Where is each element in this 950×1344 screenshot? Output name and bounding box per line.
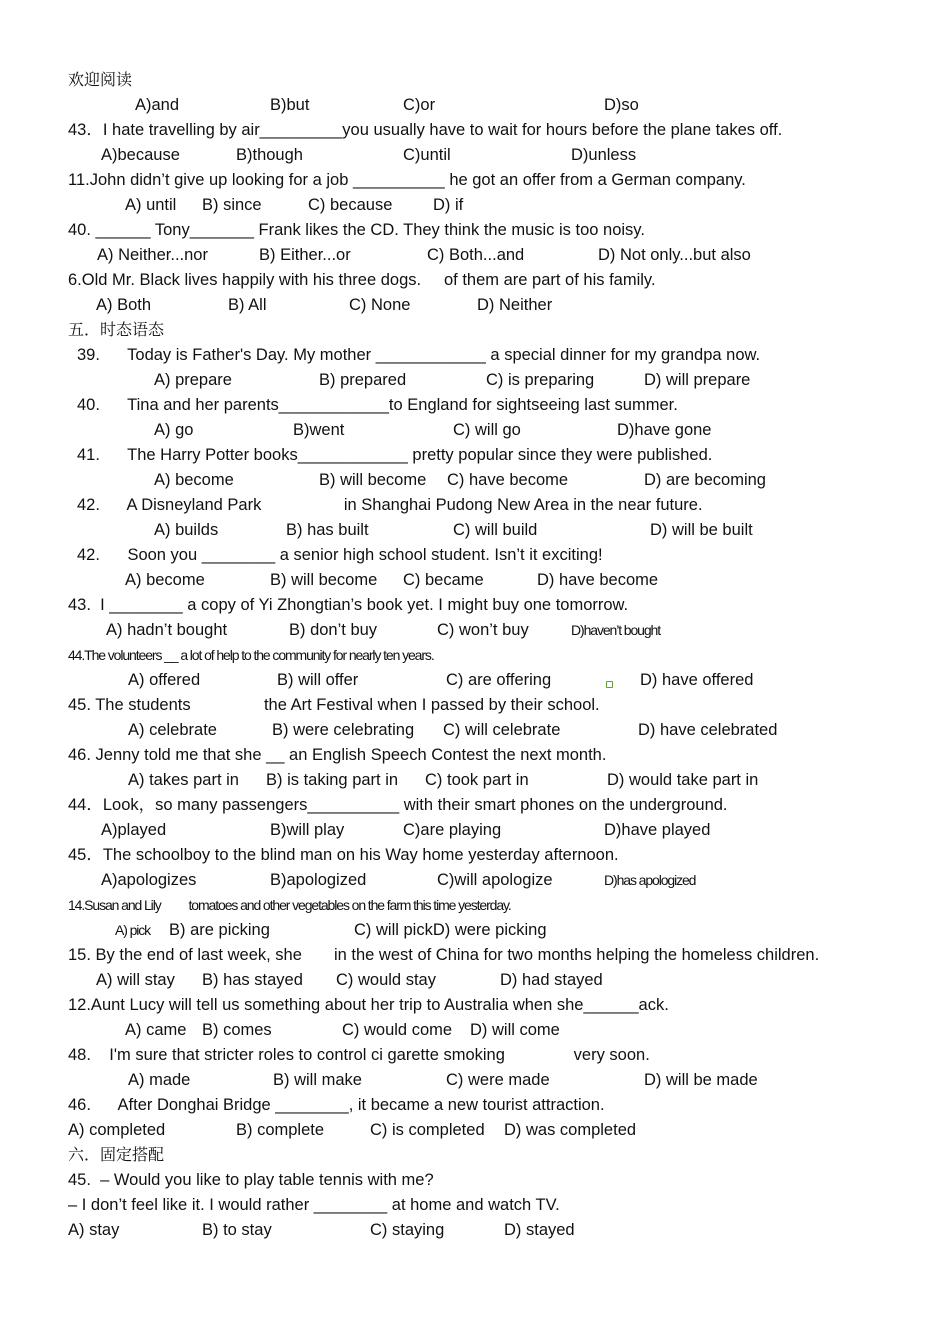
answer-option: B) will offer (277, 671, 359, 689)
answer-option: C) staying (370, 1221, 445, 1239)
answer-option: C)are playing (403, 821, 502, 839)
section-heading: 五．时态语态 (68, 320, 165, 339)
answer-option: D) Not only...but also (598, 246, 751, 264)
answer-option: C) won’t buy (437, 621, 529, 639)
answer-option: B)apologized (270, 871, 367, 889)
answer-option: A) hadn’t bought (106, 621, 228, 639)
question-text: 6.Old Mr. Black lives happily with his three dogs. of them are part of his family. (68, 271, 656, 289)
answer-option: D) are becoming (644, 471, 766, 489)
answer-option: C) would stay (336, 971, 436, 989)
answer-option: A) prepare (154, 371, 232, 389)
answer-option: B) to stay (202, 1221, 272, 1239)
answer-option: A) until (125, 196, 177, 214)
answer-option: D) had stayed (500, 971, 603, 989)
question-text: 14.Susan and Lily tomatoes and other vegetables on the farm this time yesterday. (68, 897, 511, 913)
answer-option: C) Both...and (427, 246, 525, 264)
answer-option: D)so (604, 96, 639, 114)
question-text: 12.Aunt Lucy will tell us something about her trip to Australia when she______ack. (68, 996, 669, 1014)
options-row (0, 869, 950, 891)
options-row (0, 719, 950, 741)
answer-option: D) have become (537, 571, 659, 589)
answer-option: B) complete (236, 1121, 325, 1139)
page-header: 欢迎阅读 (68, 70, 133, 89)
answer-option: A) become (154, 471, 234, 489)
options-row (0, 669, 950, 691)
options-row (0, 1069, 950, 1091)
question-text: – I don’t feel like it. I would rather ________ at home and watch TV. (68, 1196, 560, 1214)
options-row (0, 1019, 950, 1041)
answer-option: B) is taking part in (266, 771, 399, 789)
answer-option: D)has apologized (604, 872, 696, 888)
answer-option: D) would take part in (607, 771, 759, 789)
answer-option: C) became (403, 571, 484, 589)
answer-option: B)will play (270, 821, 345, 839)
answer-option: D) have offered (640, 671, 754, 689)
answer-option: A)apologizes (101, 871, 197, 889)
answer-option: C) will go (453, 421, 521, 439)
options-row (0, 819, 950, 841)
question-text: 45. – Would you like to play table tennis with me? (68, 1171, 434, 1189)
answer-option: A) become (125, 571, 205, 589)
options-row (0, 244, 950, 266)
answer-option: C) is preparing (486, 371, 595, 389)
answer-option: D) will come (470, 1021, 560, 1039)
answer-option: A) will stay (96, 971, 175, 989)
answer-option: B) will become (319, 471, 427, 489)
section-heading: 六．固定搭配 (68, 1145, 165, 1164)
question-text: 40. ______ Tony_______ Frank likes the CD. They think the music is too noisy. (68, 221, 645, 239)
question-text: 15. By the end of last week, she in the west of China for two months helping the homeless children. (68, 946, 820, 964)
answer-option: C) None (349, 296, 411, 314)
answer-option: B) don’t buy (289, 621, 378, 639)
question-text: 43．I hate travelling by air_________you usually have to wait for hours before the plane takes off. (68, 121, 783, 139)
answer-option: B) has stayed (202, 971, 303, 989)
answer-option: C) will pickD) were picking (354, 921, 547, 939)
answer-option: C)or (403, 96, 436, 114)
question-text: 40. Tina and her parents____________to England for sightseeing last summer. (77, 396, 678, 414)
answer-option: C) will build (453, 521, 538, 539)
answer-option: C)until (403, 146, 451, 164)
answer-option: B) comes (202, 1021, 272, 1039)
answer-option: D) was completed (504, 1121, 637, 1139)
answer-option: C) have become (447, 471, 569, 489)
answer-option: D) will be made (644, 1071, 758, 1089)
question-text: 48. I'm sure that stricter roles to control ci garette smoking very soon. (68, 1046, 650, 1064)
answer-option: A) Neither...nor (97, 246, 208, 264)
question-text: 45．The schoolboy to the blind man on his Way home yesterday afternoon. (68, 846, 619, 864)
answer-option: C) would come (342, 1021, 453, 1039)
answer-option: C) are offering (446, 671, 552, 689)
answer-option: B)but (270, 96, 310, 114)
answer-option: D)unless (571, 146, 637, 164)
answer-option: A) completed (68, 1121, 166, 1139)
answer-option: D) will be built (650, 521, 753, 539)
answer-option: B) has built (286, 521, 369, 539)
options-row (0, 144, 950, 166)
answer-option: B) since (202, 196, 262, 214)
answer-option: D)have played (604, 821, 711, 839)
question-text: 42. Soon you ________ a senior high school student. Isn’t it exciting! (77, 546, 603, 564)
answer-option: A) builds (154, 521, 219, 539)
answer-option: A)and (135, 96, 180, 114)
answer-option: B) prepared (319, 371, 407, 389)
answer-option: A) came (125, 1021, 187, 1039)
answer-option: B) were celebrating (272, 721, 415, 739)
options-row (0, 519, 950, 541)
question-text: 44．Look，so many passengers__________ with their smart phones on the underground. (68, 796, 728, 814)
question-text: 42. A Disneyland Park in Shanghai Pudong New Area in the near future. (77, 496, 703, 514)
answer-option: C) because (308, 196, 393, 214)
question-text: 45. The students the Art Festival when I passed by their school. (68, 696, 600, 714)
options-row (0, 619, 950, 641)
options-row (0, 94, 950, 116)
answer-option: A) offered (128, 671, 201, 689)
answer-option: D) if (433, 196, 464, 214)
question-text: 41. The Harry Potter books____________ pretty popular since they were published. (77, 446, 713, 464)
options-row (0, 369, 950, 391)
answer-option: B)went (293, 421, 345, 439)
answer-option: A) go (154, 421, 194, 439)
options-row (0, 469, 950, 491)
question-text: 46. After Donghai Bridge ________, it became a new tourist attraction. (68, 1096, 605, 1114)
options-row (0, 1119, 950, 1141)
answer-option: C) is completed (370, 1121, 485, 1139)
answer-option: A) Both (96, 296, 152, 314)
answer-option: C) will celebrate (443, 721, 561, 739)
options-row (0, 294, 950, 316)
options-row (0, 919, 950, 941)
answer-option: B)though (236, 146, 303, 164)
options-row (0, 769, 950, 791)
question-text: 43. I ________ a copy of Yi Zhongtian’s book yet. I might buy one tomorrow. (68, 596, 629, 614)
answer-option: D) Neither (477, 296, 553, 314)
answer-option: A)because (101, 146, 180, 164)
answer-option: C) were made (446, 1071, 550, 1089)
options-row (0, 194, 950, 216)
answer-option: D) will prepare (644, 371, 751, 389)
question-text: 39. Today is Father's Day. My mother ____________ a special dinner for my grandpa now. (77, 346, 761, 364)
answer-option: A) stay (68, 1221, 120, 1239)
answer-option: B) All (228, 296, 267, 314)
options-row (0, 1219, 950, 1241)
answer-option: D) have celebrated (638, 721, 778, 739)
question-text: 44.The volunteers __ a lot of help to the community for nearly ten years. (68, 647, 434, 663)
options-row (0, 419, 950, 441)
answer-option: A) made (128, 1071, 191, 1089)
answer-option: B) will make (273, 1071, 362, 1089)
answer-option: C)will apologize (437, 871, 553, 889)
question-text: 46. Jenny told me that she __ an English Speech Contest the next month. (68, 746, 607, 764)
answer-option: A)played (101, 821, 167, 839)
options-row (0, 969, 950, 991)
options-row (0, 569, 950, 591)
answer-option: B) Either...or (259, 246, 351, 264)
answer-option: B) will become (270, 571, 378, 589)
answer-option: B) are picking (169, 921, 270, 939)
answer-option: D)have gone (617, 421, 712, 439)
answer-option: A) pick (115, 922, 151, 938)
answer-option: A) celebrate (128, 721, 217, 739)
answer-option: A) takes part in (128, 771, 239, 789)
answer-option: C) took part in (425, 771, 529, 789)
question-text: 11.John didn’t give up looking for a job __________ he got an offer from a German company. (68, 171, 746, 189)
answer-option: D)haven’t bought (571, 622, 661, 638)
answer-option: D) stayed (504, 1221, 575, 1239)
